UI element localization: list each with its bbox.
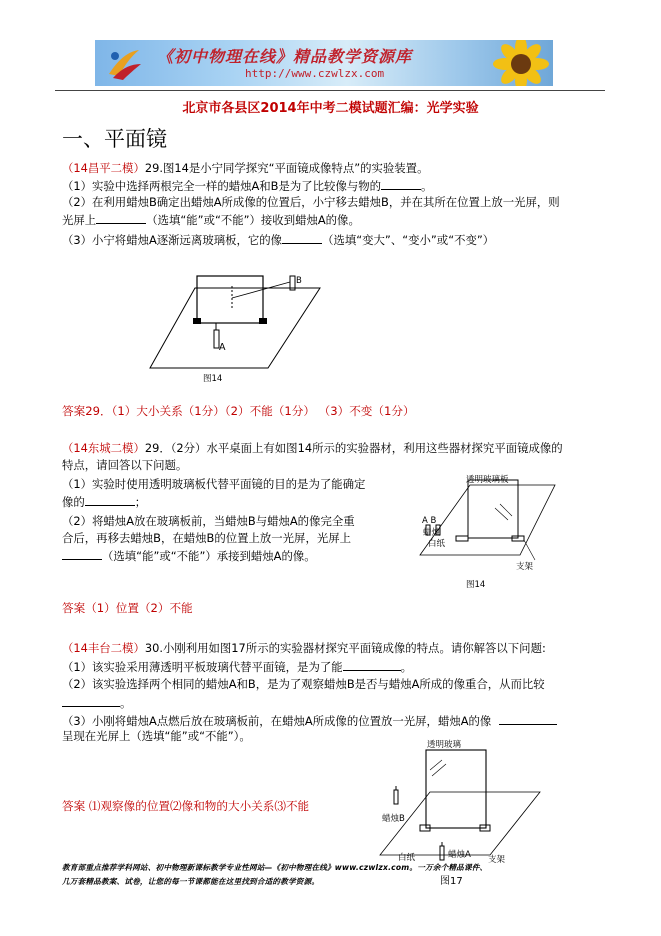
q3-line4 (62, 694, 131, 711)
q1-blank-2 (96, 211, 146, 224)
q3-line1 (62, 640, 546, 656)
q1-blank-1 (381, 177, 421, 190)
q3-fig-caption: 图17 (440, 876, 463, 887)
q3-blank-1 (343, 658, 401, 671)
q3-line5 (62, 712, 557, 729)
q3-answer: 答案 ⑴观察像的位置⑵像和物的大小关系⑶不能 (62, 799, 310, 813)
q3-part1-text: （1）该实验采用薄透明平板玻璃代替平面镜，是为了能 (62, 660, 343, 674)
q2-figure (420, 480, 555, 570)
q2-answer: 答案（1）位置（2）不能 (62, 601, 193, 615)
q3-blank-3 (499, 712, 557, 725)
q1-line4 (62, 211, 360, 228)
q3-source: （14丰台二模） (62, 641, 145, 655)
q2-line2: 特点，请回答以下问题。 (62, 458, 188, 472)
q1-blank-3 (282, 231, 322, 244)
q1-part1-text: （1）实验中选择两根完全一样的蜡烛A和B是为了比较像与物的 (62, 179, 382, 193)
q1-fig-label-a: A (219, 342, 226, 353)
q3-part2-end: 。 (120, 696, 132, 710)
q1-part3-text: （3）小宁将蜡烛A逐渐远离玻璃板，它的像 (62, 233, 283, 247)
q3-fig-label-glass: 透明玻璃 (427, 740, 462, 750)
q2-fig-label-candle: 蜡烛 (423, 528, 441, 538)
q3-line3: （2）该实验选择两个相同的蜡烛A和B，是为了观察蜡烛B是否与蜡烛A所成的像重合，从而比较 (62, 677, 545, 691)
q3-fig-label-b: 蜡烛B (382, 814, 405, 824)
q3-line6: 呈现在光屏上（选填“能”或“不能”）。 (62, 729, 251, 743)
q2-fig-caption: 图14 (466, 580, 486, 590)
q1-part3-end: （选填“变大”、“变小”或“不变”） (322, 233, 495, 247)
q2-part1-start: 像的 (62, 495, 85, 509)
q1-fig-label-b: B (296, 276, 302, 286)
q1-figure (150, 268, 330, 378)
sunflower-icon (491, 40, 551, 86)
header-banner (95, 40, 553, 86)
q2-fig-label-paper: 白纸 (428, 539, 446, 549)
q1-part2-start: 光屏上 (62, 213, 97, 227)
q2-line1 (62, 440, 563, 456)
section-heading: 一、平面镜 (62, 127, 167, 151)
q2-line5: （2）将蜡烛A放在玻璃板前，当蜡烛B与蜡烛A的像完全重 (62, 514, 355, 528)
q1-source: （14昌平二模） (62, 161, 145, 175)
q2-blank-1 (85, 493, 135, 506)
q3-part1-end: 。 (400, 660, 413, 674)
q2-text: 29．（2分）水平桌面上有如图14所示的实验器材，利用这些器材探究平面镜成像的 (144, 441, 563, 455)
q1-line2 (62, 177, 432, 194)
q2-line4 (62, 493, 146, 510)
q2-part2-text: （选填“能”或“不能”）承接到蜡烛A的像。 (102, 549, 316, 563)
q2-fig-label-stand: 支架 (516, 562, 534, 572)
banner-url: http://www.czwlzx.com (245, 67, 385, 80)
footer-line2: 几万套精品教案、试卷，让您的每一节课都能在这里找到合适的教学资源。 (62, 877, 320, 886)
q1-text: 29.图14是小宁同学探究“平面镜成像特点”的实验装置。 (144, 161, 429, 175)
q2-line7 (62, 547, 316, 564)
q2-part1-end: ； (134, 495, 147, 509)
q2-source: （14东城二模） (62, 441, 145, 455)
q3-part3-text: （3）小刚将蜡烛A点燃后放在玻璃板前，在蜡烛A所成像的位置放一光屏，蜡烛A的像 (62, 714, 492, 728)
q1-line1 (62, 160, 428, 176)
q2-line3: （1）实验时使用透明玻璃板代替平面镜的目的是为了能确定 (62, 477, 366, 491)
q3-fig-label-a: 蜡烛A (448, 850, 471, 860)
q3-fig-label-stand: 支架 (488, 855, 506, 865)
q1-line3: （2）在利用蜡烛B确定出蜡烛A所成像的位置后，小宁移去蜡烛B，并在其所在位置上放一光屏，则 (62, 195, 560, 209)
q2-fig-label-ab: A B (422, 516, 437, 526)
q1-line5 (62, 231, 494, 248)
q2-fig-label-glass: 透明玻璃板 (466, 475, 509, 485)
q3-blank-2 (62, 694, 120, 707)
q2-line6: 合后，再移去蜡烛B，在蜡烛B的位置上放一光屏，光屏上 (62, 531, 352, 545)
q1-answer: 答案29．（1）大小关系（1分）（2）不能（1分） （3）不变（1分） (62, 404, 415, 418)
q2-blank-2 (62, 547, 102, 560)
q3-text: 30.小刚利用如图17所示的实验器材探究平面镜成像的特点。请你解答以下问题: (144, 641, 546, 655)
q1-part1-end: 。 (421, 179, 433, 193)
banner-title: 《初中物理在线》精品教学资源库 (157, 47, 413, 66)
site-logo-icon (105, 44, 145, 82)
q3-line2 (62, 658, 412, 675)
q1-fig-caption: 图14 (203, 374, 223, 384)
document-title: 北京市各县区2014年中考二模试题汇编：光学实验 (182, 101, 479, 116)
q1-part2-text: （选填“能”或“不能”）接收到蜡烛A的像。 (146, 213, 360, 227)
footer-line1: 教育部重点推荐学科网站、初中物理新课标教学专业性网站—《初中物理在线》www.czwlzx.com。一万余个精品课件、 (62, 863, 488, 872)
q3-fig-label-paper: 白纸 (398, 853, 416, 863)
header-rule (55, 90, 605, 91)
